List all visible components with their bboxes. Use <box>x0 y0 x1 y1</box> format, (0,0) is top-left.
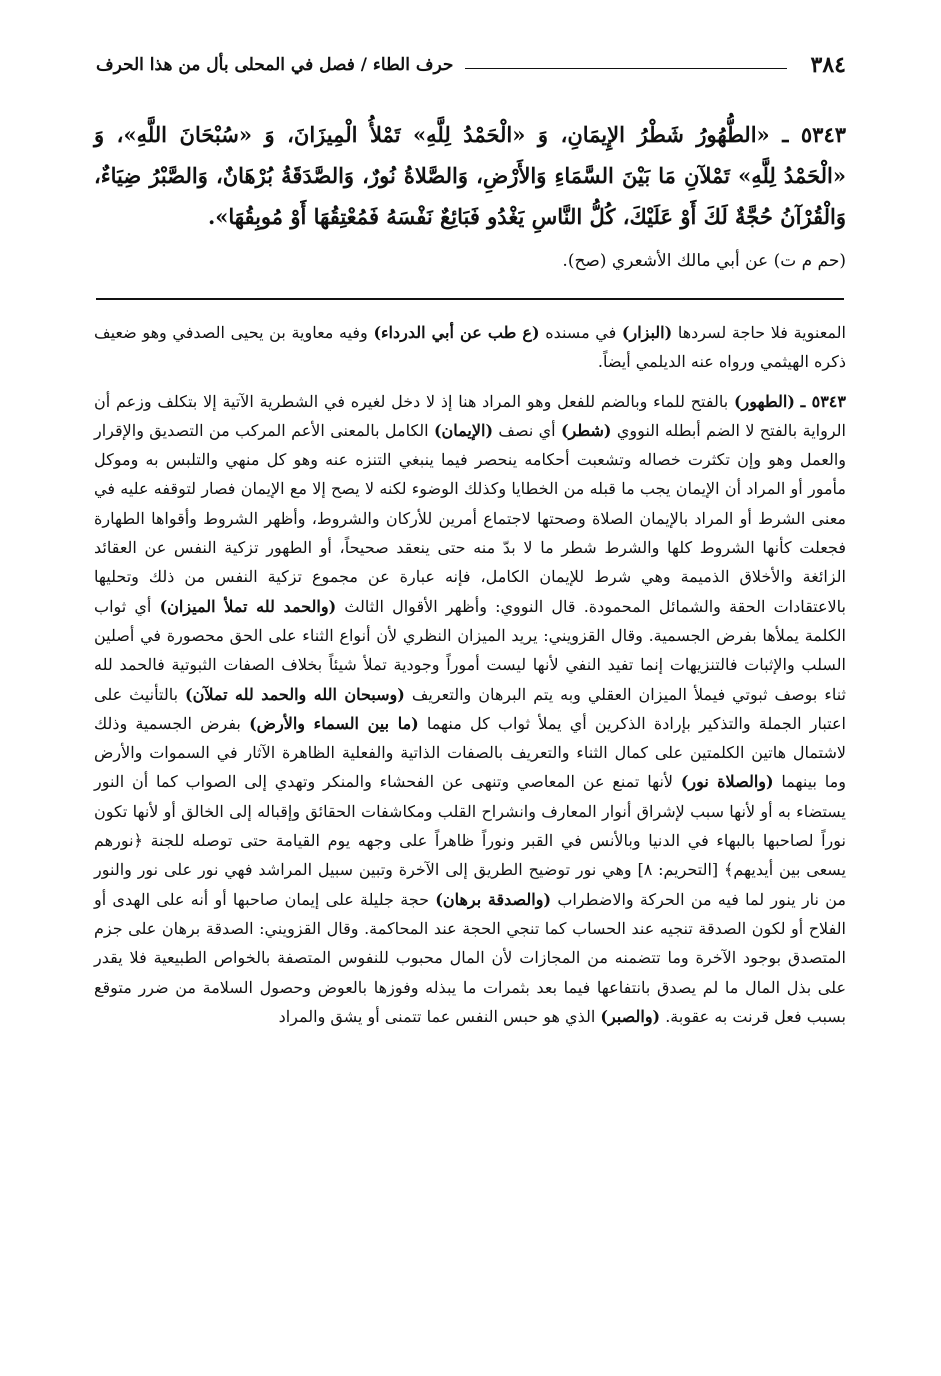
quran-quote: ﴿نورهم يسعى بين أيديهم﴾ <box>94 831 847 880</box>
hadith-source: (حم م ت) عن أبي مالك الأشعري (صح). <box>562 251 846 271</box>
text-run: أي نصف <box>498 420 556 440</box>
text-run: بالفتح للماء وبالضم للفعل وهو المراد هنا إذ لا دخل لغيره في الشطرية الآتية إلا بتكلف وزعم أن الرواية بالفتح لا الضم أبطله النووي <box>94 391 846 440</box>
bold-term: (والصبر) <box>600 1006 661 1026</box>
bold-term: (والصلاة نور) <box>680 772 774 792</box>
header-rule <box>465 68 786 69</box>
bold-term: (والصدقة برهان) <box>435 889 552 909</box>
commentary-number: ٥٣٤٣ ـ <box>800 391 846 411</box>
hadith-block <box>94 114 846 275</box>
bold-term: (والحمد لله تملأ الميزان) <box>159 596 337 616</box>
footnote-divider <box>96 298 844 300</box>
text-run: بفرض الجسمية وذلك لاشتمال هاتين الكلمتين على كمال الثناء والتعريف بالصفات الذاتية والفعلية الظاهرة الآثار في السموات والأرض وما بينهما <box>94 713 846 792</box>
commentary-section <box>94 318 846 1031</box>
hadith-matn: «الطُّهُورُ شَطْرُ الإِيمَانِ، وَ «الْحَمْدُ لِلَّهِ» تَمْلأُ الْمِيزَانَ، وَ «سُبْحَانَ اللَّهِ»، وَ «الْحَمْدُ لِلَّهِ» تَمْلآنِ مَا بَيْنَ السَّمَاءِ وَالأَرْضِ، وَالصَّلاةُ نُورٌ، وَالصَّدَقَةُ بُرْهَانٌ، وَالصَّبْرُ ضِيَاءٌ، وَالْقُرْآنُ حُجَّةٌ لَكَ أَوْ عَلَيْكَ، كُلُّ النَّاسِ يَغْدُو فَبَائِعٌ نَفْسَهُ فَمُعْتِقُهَا أَوْ مُوبِقُهَا». <box>94 122 846 229</box>
bold-term: (ع طب عن أبي الدرداء) <box>373 323 540 342</box>
text-run: أي ثواب الكلمة يملأها بفرض الجسمية. وقال القزويني: يريد الميزان النظري لأن أنواع الثناء على الحق محصورة في أصلين السلب والإثبات فالتنزيهات إنما تفيد النفي لأنها ليست أموراً وجودية تملأ شيئاً بخلاف الصفات الثبوتية فالحمد لله ثناء بوصف ثبوتي فيملأ الميزان العقلي وبه يتم البرهان والتعريف <box>94 596 846 704</box>
commentary-main <box>94 387 846 1032</box>
bold-term: (الطهور) <box>733 391 795 411</box>
bold-term: (ما بين السماء والأرض) <box>249 713 419 733</box>
text-run: الذي هو حبس النفس عما تتمنى أو يشق والمراد <box>278 1006 596 1026</box>
text-run: لأنها تمنع عن المعاصي وتنهى عن الفحشاء والمنكر وتهدي إلى الصواب كما أن النور يستضاء به أو لأنها سبب لإشراق أنوار المعارف وانشراح القلب ومكاشفات الحقائق وإقباله إلى الخالق أو لأنها تكون نوراً لصاحبها بالبهاء في الدنيا وبالأنس في القبر ونوراً ظاهراً على وجهه يوم القيامة حتى توصله للجنة <box>94 772 846 851</box>
text-run: في مسنده <box>545 323 617 342</box>
text-run: المعنوية فلا حاجة لسردها <box>677 323 847 342</box>
text-run: [التحريم: ٨] وهي نور توضيح الطريق إلى الآخرة وتبين سبيل المراشد فهي نور على نور والنور من نار ينور لما فيه من الحركة والاضطراب <box>94 860 847 909</box>
text-run: بالتأنيث على اعتبار الجملة والتذكير بإرادة الذكرين أي يملأ ثواب كل منهما <box>94 684 846 733</box>
bold-term: (البزار) <box>621 323 673 342</box>
text-run: حجة جليلة على إيمان صاحبها أو أنه على الهدى أو الفلاح أو لكون الصدقة تنجيه عند الحساب كما تنجي الحجة عند المحاكمة. وقال القزويني: الصدقة برهان على جزم المتصدق بوجود الآخرة وما تتضمنه من المجازات لأن المال محبوب للنفوس المتصفة بالخواص الطبيعية فلا يقدر على بذل المال ما لم يصدق بانتفاعها فيما بعد بثمرات ما يبذله وفوزها بالعوض وحصول السلامة من ضرر متوقع بسبب فعل قرنت به عقوبة. <box>94 889 846 1026</box>
text-run: الكامل بالمعنى الأعم المركب من التصديق والإقرار والعمل وهو وإن تكثرت خصاله وتشعبت أحكامه ينحصر فيما ينبغي التنزه عنه وهو كل منهي والتلبس به وموكل مأمور أو المراد أن الإيمان يجب ما قبله من الخطايا وكذلك الوضوء لكنه لا يصح إلا مع الإيمان فصار لتوقفه عليه في معنى الشرط أو المراد بالإيمان الصلاة وصحتها لاجتماع أمرين للأركان والشروط، وأظهر الشروط وأقواها الطهارة فجعلت كأنها الشروط كلها والشرط شطر ما لا بدّ منه حتى ينعقد صحيحاً، أو الطهور تزكية النفس عن العقائد الزائغة والأخلاق الذميمة وهي شرط للإيمان الكامل، فإنه عبارة عن مجموع تزكية النفس من ذلك وتحليها بالاعتقادات الحقة والشمائل المحمودة. قال النووي: وأظهر الأقوال الثالث <box>94 420 847 616</box>
running-title: حرف الطاء / فصل في المحلى بأل من هذا الحرف <box>96 55 454 75</box>
hadith-text: ٥٣٤٣ ـ «الطُّهُورُ شَطْرُ الإِيمَانِ، وَ «الْحَمْدُ لِلَّهِ» تَمْلأُ الْمِيزَانَ، وَ «سُبْحَانَ اللَّهِ»، وَ «الْحَمْدُ لِلَّهِ» تَمْلآنِ مَا بَيْنَ السَّمَاءِ وَالأَرْضِ، وَالصَّلاةُ نُورٌ، وَالصَّدَقَةُ بُرْهَانٌ، وَالصَّبْرُ ضِيَاءٌ، وَالْقُرْآنُ حُجَّةٌ لَكَ أَوْ عَلَيْكَ، كُلُّ النَّاسِ يَغْدُو فَبَائِعٌ نَفْسَهُ فَمُعْتِقُهَا أَوْ مُوبِقُهَا». <box>94 122 847 229</box>
text-run: وفيه معاوية بن يحيى الصدفي وهو ضعيف ذكره الهيثمي ورواه عنه الديلمي أيضاً. <box>94 323 846 372</box>
bold-term: (وسبحان الله والحمد لله تملآن) <box>185 684 405 704</box>
bold-term: (الإيمان) <box>433 420 494 440</box>
bold-term: (شطر) <box>560 420 612 440</box>
commentary-continuation <box>94 318 846 377</box>
hadith-number: ٥٣٤٣ <box>800 122 847 147</box>
page-number: ٣٨٤ <box>810 52 846 78</box>
page-header <box>96 48 846 82</box>
